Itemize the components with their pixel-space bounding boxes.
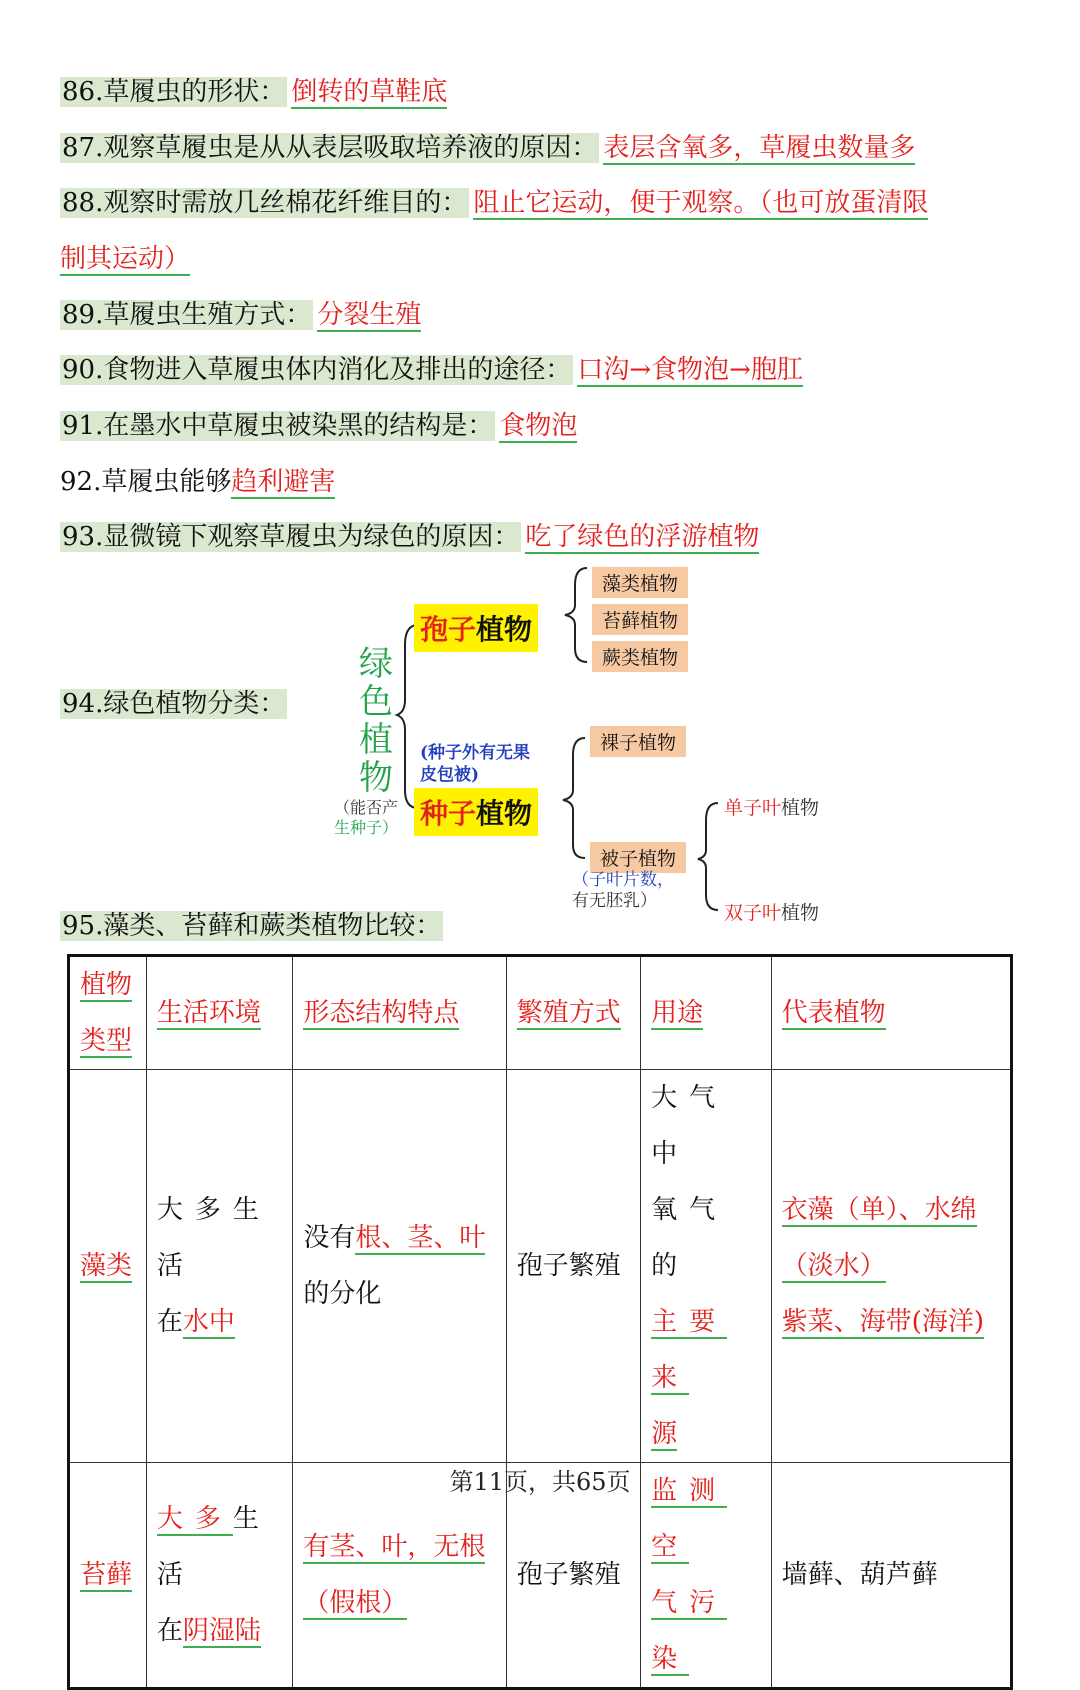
- answer: 表层含氧多，草履虫数量多: [603, 133, 916, 163]
- monocot-label: 单子叶植物: [724, 797, 820, 819]
- representative-cell: 衣藻（单）、水绵 （淡水） 紫菜、海带(海洋): [771, 1070, 1011, 1463]
- bracket-angio: [698, 803, 718, 910]
- env-cell: 大多生活 在阴湿陆: [146, 1463, 293, 1689]
- question: 89.草履虫生殖方式：: [62, 300, 312, 330]
- spore-child: 蕨类植物: [592, 641, 688, 672]
- root-label: 绿 色 植 物: [359, 644, 393, 798]
- structure-cell: 没有根、茎、叶 的分化: [293, 1070, 506, 1463]
- answer: 倒转的草鞋底: [291, 77, 448, 107]
- question: 87.观察草履虫是从从表层吸取培养液的原因：: [62, 133, 598, 163]
- bracket-seed: [563, 738, 585, 858]
- bracket-main: [397, 625, 418, 808]
- root-note: （能否产 生种子）: [334, 798, 399, 837]
- page-number: 第11页，共65页: [449, 1468, 631, 1496]
- reproduction-cell: 孢子繁殖: [506, 1463, 641, 1689]
- header-cell: 生活环境: [146, 956, 293, 1070]
- answer: 趋利避害: [231, 467, 336, 497]
- seed-child: 被子植物: [590, 842, 686, 873]
- dicot-label: 双子叶植物: [724, 902, 820, 924]
- table-row: [69, 1070, 1012, 1463]
- item-90: [60, 351, 803, 389]
- seed-note: (种子外有无果 皮包被): [420, 743, 531, 785]
- item-86: [60, 73, 447, 111]
- header-cell: 繁殖方式: [506, 956, 641, 1070]
- header-cell: 用途: [641, 956, 772, 1070]
- representative-cell: 墙藓、葫芦藓: [771, 1463, 1011, 1689]
- spore-child: 苔藓植物: [592, 604, 688, 635]
- question: 88.观察时需放几丝棉花纤维目的：: [62, 188, 468, 218]
- use-cell: 监测空 气污染: [641, 1463, 772, 1689]
- question: 95.藻类、苔藓和蕨类植物比较：: [62, 911, 442, 941]
- header-cell: 植物 类型: [69, 956, 147, 1070]
- angio-note: （子叶片数， 有无胚乳）: [572, 870, 674, 911]
- question: 86.草履虫的形状：: [62, 77, 286, 107]
- structure-cell: 有茎、叶，无根 （假根）: [293, 1463, 506, 1689]
- item-91: [60, 407, 577, 445]
- use-cell: 大气中 氧气的 主要来 源: [641, 1070, 772, 1463]
- item-89: [60, 296, 421, 334]
- table-header-row: [69, 956, 1012, 1070]
- answer: 分裂生殖: [317, 300, 422, 330]
- spore-child: 藻类植物: [592, 567, 688, 598]
- answer: 吃了绿色的浮游植物: [525, 522, 760, 552]
- answer: 阻止它运动，便于观察。（也可放蛋清限: [473, 188, 929, 218]
- env-cell: 大多生活 在水中: [146, 1070, 293, 1463]
- header-cell: 代表植物: [771, 956, 1011, 1070]
- reproduction-cell: 孢子繁殖: [506, 1070, 641, 1463]
- item-88: [60, 184, 928, 222]
- item-94: [60, 685, 287, 723]
- seed-child: 裸子植物: [590, 726, 686, 757]
- question: 94.绿色植物分类：: [62, 689, 286, 719]
- comparison-table: [67, 954, 1013, 1690]
- item-92: [60, 463, 335, 501]
- question: 91.在墨水中草履虫被染黑的结构是：: [62, 411, 494, 441]
- item-87: [60, 129, 915, 167]
- answer: 口沟→食物泡→胞肛: [577, 355, 803, 385]
- spore-plant-box: 孢子植物: [414, 604, 538, 652]
- seed-plant-box: 种子植物: [414, 788, 538, 836]
- item-93: [60, 518, 759, 556]
- question: 93.显微镜下观察草履虫为绿色的原因：: [62, 522, 520, 552]
- bracket-spore: [565, 568, 587, 662]
- answer: 食物泡: [499, 411, 578, 441]
- item-95: [60, 907, 443, 945]
- type-cell: 藻类: [69, 1070, 147, 1463]
- question: 90.食物进入草履虫体内消化及排出的途径：: [62, 355, 572, 385]
- type-cell: 苔藓: [69, 1463, 147, 1689]
- item-88-continued: [60, 240, 190, 278]
- header-cell: 形态结构特点: [293, 956, 506, 1070]
- question: 92.草履虫能够: [60, 467, 232, 497]
- answer-continued: 制其运动）: [60, 244, 191, 274]
